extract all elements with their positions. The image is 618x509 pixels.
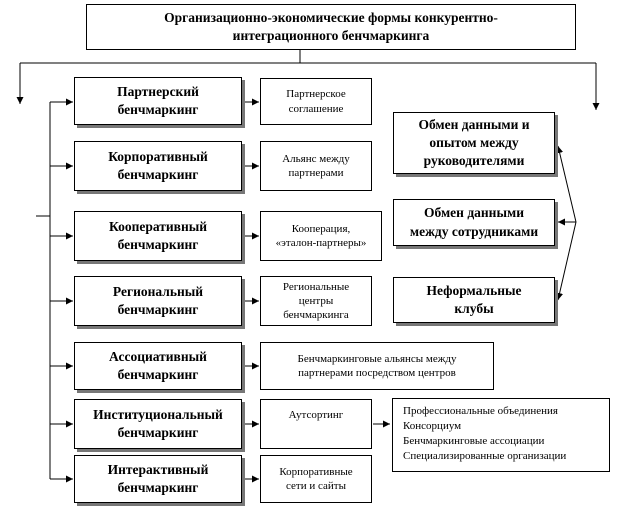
form-label-line1: Интерактивный (107, 461, 209, 477)
desc-box-partner-agreement (260, 78, 372, 125)
form-label-line2: бенчмаркинг (117, 480, 199, 495)
form-label-line2: бенчмаркинг (117, 102, 199, 117)
form-label-line1: Кооперативный (108, 218, 208, 234)
desc-box-corporate-networks (260, 455, 372, 503)
exchange-line: Обмен данными (424, 205, 524, 221)
form-box-interactive (74, 455, 242, 503)
form-label-line2: бенчмаркинг (117, 425, 199, 440)
exchange-line: руководителями (423, 153, 525, 169)
list-item: Консорциум (403, 420, 462, 432)
form-label-line1: Корпоративный (108, 148, 208, 164)
form-label-line1: Партнерский (117, 83, 199, 99)
list-item: Профессиональные объединения (403, 405, 558, 417)
desc-line: Партнерское (286, 88, 346, 101)
exchange-box-managers (393, 112, 555, 174)
desc-box-benchmarking-alliances (260, 342, 494, 390)
exchange-box-informal-clubs (393, 277, 555, 323)
diagram-title-line2: интеграционного бенчмаркинга (232, 28, 430, 43)
form-box-regional (74, 276, 242, 326)
list-item: Бенчмаркинговые ассоциации (403, 435, 545, 447)
desc-line: Аутсортинг (288, 409, 344, 421)
form-box-partner (74, 77, 242, 125)
desc-line: Региональные (282, 280, 350, 293)
form-label-line1: Институциональный (93, 406, 223, 422)
desc-line: партнерами (288, 167, 344, 179)
exchange-line: опытом между (429, 134, 519, 150)
desc-box-regional-centers (260, 276, 372, 326)
desc-line: соглашение (288, 102, 344, 115)
form-box-associative (74, 342, 242, 390)
desc-line: Корпоративные (279, 465, 353, 478)
form-label-line2: бенчмаркинг (117, 167, 199, 182)
form-label-line2: бенчмаркинг (117, 237, 199, 252)
exchange-line: Неформальные (426, 282, 522, 298)
form-box-institutional (74, 399, 242, 449)
desc-line: «эталон-партнеры» (275, 237, 367, 249)
exchange-line: клубы (454, 301, 494, 316)
list-item: Специализированные организации (403, 450, 567, 462)
exchange-line: Обмен данными и (418, 116, 530, 132)
desc-line: Кооперация, (291, 222, 351, 235)
form-label-line2: бенчмаркинг (117, 302, 199, 317)
desc-line: бенчмаркинга (283, 309, 349, 322)
desc-line: Альянс между (282, 152, 350, 165)
form-box-cooperative (74, 211, 242, 261)
form-box-corporate (74, 141, 242, 191)
exchange-line: между сотрудниками (409, 223, 539, 239)
desc-box-outsourcing (260, 399, 372, 449)
desc-line: сети и сайты (286, 480, 346, 492)
diagram-title (86, 4, 576, 50)
desc-box-cooperation (260, 211, 382, 261)
form-label-line1: Региональный (112, 283, 204, 299)
form-label-line2: бенчмаркинг (117, 367, 199, 382)
diagram-title-line1: Организационно-экономические формы конкурентно- (164, 9, 498, 25)
desc-line: Бенчмаркинговые альянсы между (297, 352, 457, 365)
outsourcing-list (392, 398, 610, 472)
form-label-line1: Ассоциативный (109, 348, 207, 364)
exchange-box-employees (393, 199, 555, 246)
desc-box-alliance (260, 141, 372, 191)
desc-line: партнерами посредством центров (298, 367, 456, 379)
desc-line: центры (298, 294, 334, 307)
